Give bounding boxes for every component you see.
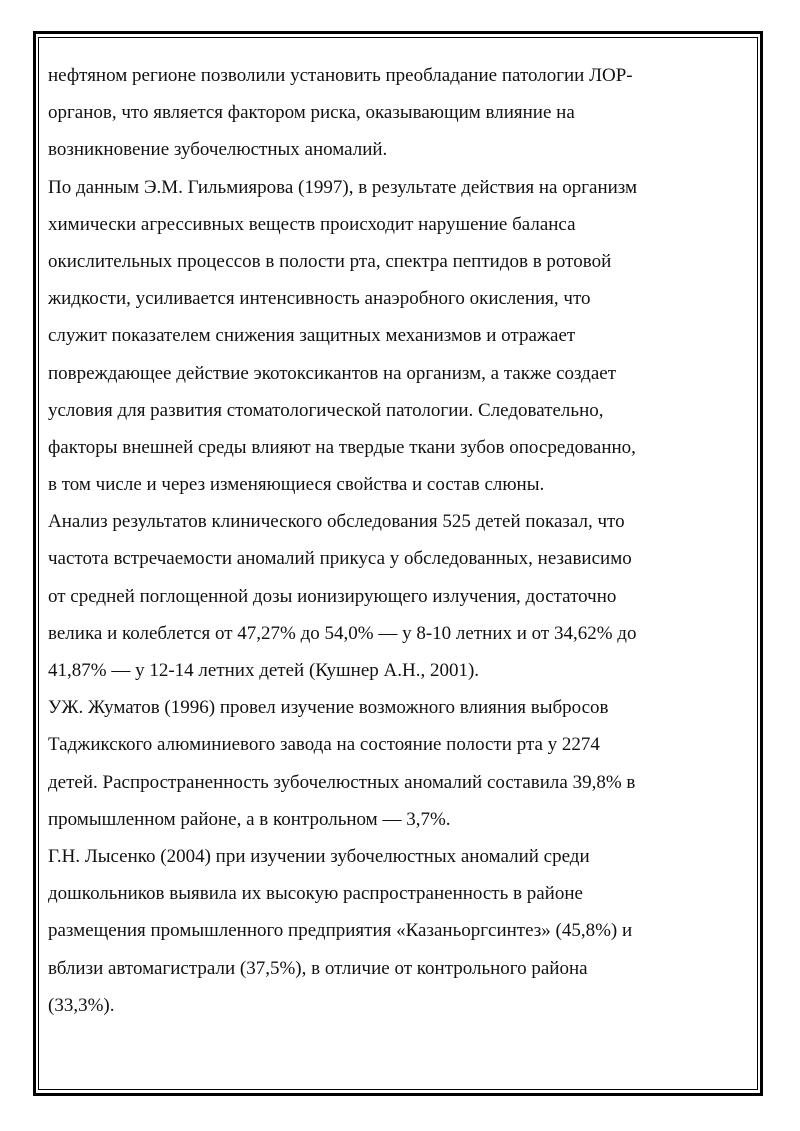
text-line: 41,87% — у 12-14 летних детей (Кушнер А.Н., 2001). [48, 660, 480, 681]
text-line: детей. Распространенность зубочелюстных аномалий составила 39,8% в [48, 771, 636, 793]
text-line: возникновение зубочелюстных аномалий. [48, 139, 388, 161]
text-line: (33,3%). [48, 994, 115, 1016]
text-line: велика и колеблется от 47,27% до 54,0% — у 8-10 летних и от 34,62% до [48, 622, 637, 644]
text-line: химически агрессивных веществ происходит нарушение баланса [48, 213, 576, 235]
text-line: По данным Э.М. Гильмиярова (1997), в результате действия на организм [48, 176, 638, 198]
text-line: вблизи автомагистрали (37,5%), в отличие от контрольного района [48, 957, 588, 979]
text-line: служит показателем снижения защитных механизмов и отражает [48, 325, 576, 347]
text-line: органов, что является фактором риска, оказывающим влияние на [48, 102, 575, 124]
text-line: от средней поглощенной дозы ионизирующего излучения, достаточно [48, 585, 617, 607]
text-line: Анализ результатов клинического обследования 525 детей показал, что [48, 511, 625, 533]
text-line: в том числе и через изменяющиеся свойства и состав слюны. [48, 474, 545, 496]
text-line: Таджикского алюминиевого завода на состояние полости рта у 2274 [48, 734, 600, 756]
text-line: окислительных процессов в полости рта, спектра пептидов в ротовой [48, 250, 612, 272]
text-line: частота встречаемости аномалий прикуса у обследованных, независимо [48, 548, 632, 570]
text-line: факторы внешней среды влияют на твердые ткани зубов опосредованно, [48, 436, 636, 458]
text-line: нефтяном регионе позволили установить преобладание патологии ЛОР- [48, 65, 633, 86]
text-line: промышленном районе, а в контрольном — 3,7%. [48, 808, 451, 830]
text-line: жидкости, усиливается интенсивность анаэробного окисления, что [48, 288, 591, 310]
document-body [48, 57, 738, 1024]
text-line: условия для развития стоматологической патологии. Следовательно, [48, 399, 604, 421]
text-line: дошкольников выявила их высокую распространенность в районе [48, 883, 583, 905]
text-line: повреждающее действие экотоксикантов на организм, а также создает [48, 362, 617, 384]
text-line: УЖ. Жуматов (1996) провел изучение возможного влияния выбросов [48, 697, 609, 719]
text-line: размещения промышленного предприятия «Казаньоргсинтез» (45,8%) и [48, 920, 633, 942]
text-line: Г.Н. Лысенко (2004) при изучении зубочелюстных аномалий среди [48, 845, 590, 867]
